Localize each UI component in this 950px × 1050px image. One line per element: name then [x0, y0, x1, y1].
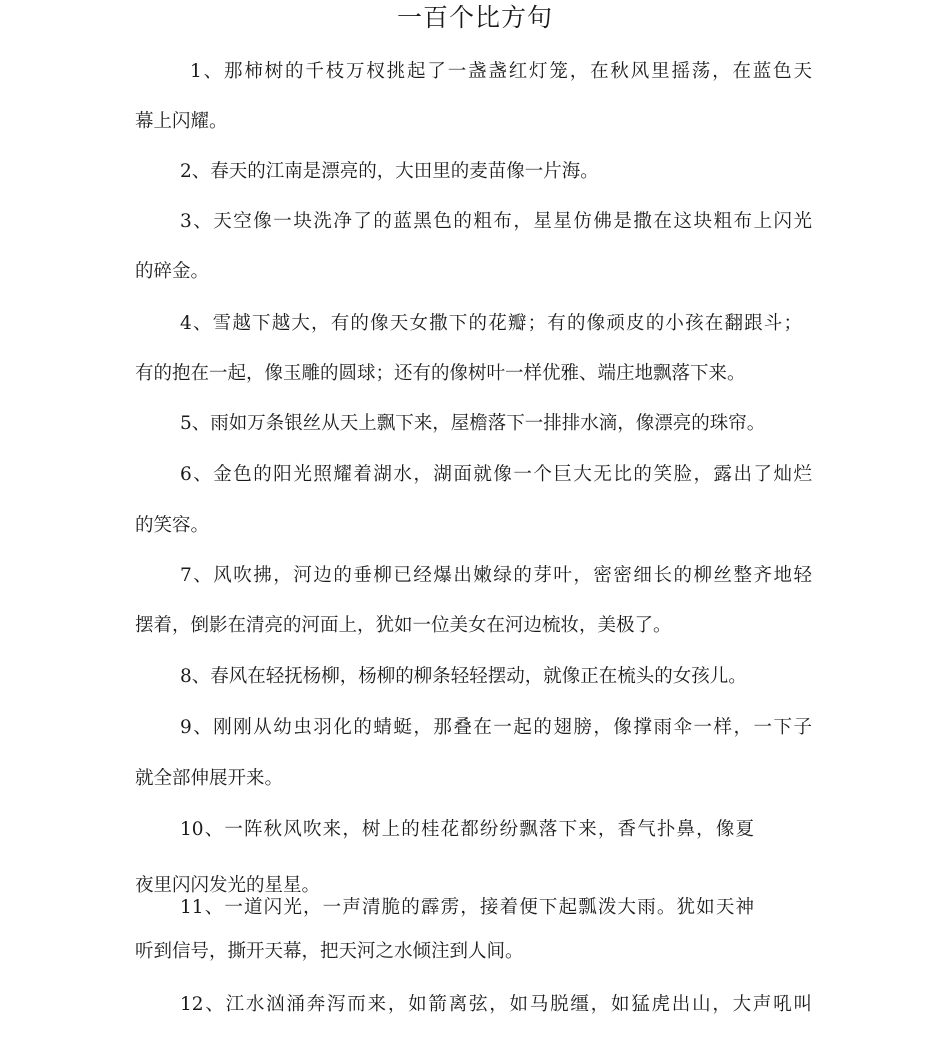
paragraph-line: 5、雨如万条银丝从天上飘下来，屋檐落下一排排水滴，像漂亮的珠帘。 — [180, 413, 766, 434]
paragraph-line: 4、雪越下越大，有的像天女撒下的花瓣；有的像顽皮的小孩在翻跟斗； — [180, 313, 802, 334]
paragraph-line: 摆着，倒影在清亮的河面上，犹如一位美女在河边梳妆，美极了。 — [135, 615, 672, 636]
paragraph-line: 听到信号，撕开天幕，把天河之水倾注到人间。 — [135, 941, 524, 962]
paragraph-line: 幕上闪耀。 — [135, 111, 228, 132]
paragraph-line: 有的抱在一起，像玉雕的圆球；还有的像树叶一样优雅、端庄地飘落下来。 — [135, 363, 746, 384]
paragraph-line: 的笑容。 — [135, 515, 210, 536]
paragraph-line: 3、天空像一块洗净了的蓝黑色的粗布，星星仿佛是撒在这块粗布上闪光 — [180, 211, 812, 232]
paragraph-line: 夜里闪闪发光的星星。 — [135, 875, 321, 896]
paragraph-line: 2、春天的江南是漂亮的，大田里的麦苗像一片海。 — [180, 161, 599, 182]
paragraph-line: 7、风吹拂，河边的垂柳已经爆出嫩绿的芽叶，密密细长的柳丝整齐地轻 — [180, 565, 812, 586]
paragraph-line: 1、那柿树的千枝万杈挑起了一盏盏红灯笼，在秋风里摇荡，在蓝色天 — [190, 61, 812, 82]
paragraph-line: 就全部伸展开来。 — [135, 768, 284, 789]
paragraph-line: 8、春风在轻抚杨柳，杨柳的柳条轻轻摆动，就像正在梳头的女孩儿。 — [180, 666, 747, 687]
paragraph-line: 9、刚刚从幼虫羽化的蜻蜓，那叠在一起的翅膀，像撑雨伞一样，一下子 — [180, 717, 812, 738]
document-title: 一百个比方句 — [396, 3, 553, 32]
paragraph-line: 10、一阵秋风吹来，树上的桂花都纷纷飘落下来，香气扑鼻，像夏 — [180, 819, 754, 840]
paragraph-line: 12、江水汹涌奔泻而来，如箭离弦，如马脱缰，如猛虎出山，大声吼叫 — [180, 994, 812, 1015]
paragraph-line: 的碎金。 — [135, 261, 210, 282]
paragraph-line: 6、金色的阳光照耀着湖水，湖面就像一个巨大无比的笑脸，露出了灿烂 — [180, 464, 812, 485]
paragraph-line: 11、一道闪光，一声清脆的霹雳，接着便下起瓢泼大雨。犹如天神 — [180, 897, 754, 918]
